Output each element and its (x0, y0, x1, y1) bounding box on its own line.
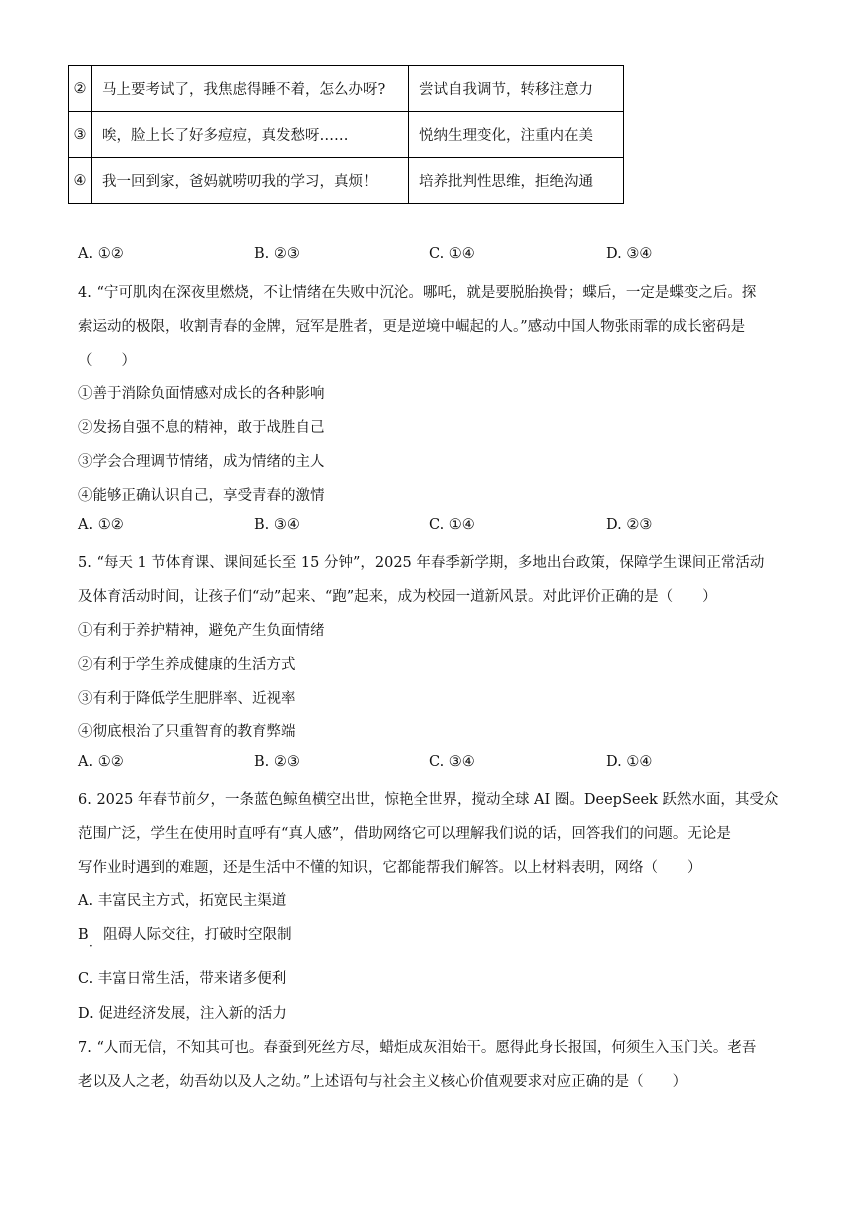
situation-cell: 我一回到家，爸妈就唠叨我的学习，真烦！ (92, 158, 409, 204)
question-6-option-c: C. 丰富日常生活，带来诸多便利 (78, 971, 287, 987)
option-b-dot-mark: · (89, 939, 93, 953)
row-number: ③ (69, 112, 92, 158)
question-6-option-b: B 阻碍人际交往，打破时空限制 (78, 927, 292, 943)
table-row (69, 66, 624, 112)
question-5-stem-line: 5. “每天 1 节体育课、课间延长至 15 分钟”，2025 年春季新学期，多地出台政策，保障学生课间正常活动 (78, 555, 765, 571)
question-4-options (78, 517, 778, 537)
option-b: B. ②③ (254, 246, 300, 262)
question-3-table (68, 65, 624, 204)
question-4-item: ④能够正确认识自己，享受青春的激情 (78, 488, 325, 504)
question-4-item: ②发扬自强不息的精神，敢于战胜自己 (78, 420, 325, 436)
question-3-options (78, 246, 778, 266)
option-d: D. ②③ (606, 517, 653, 533)
option-c: C. ①④ (429, 517, 475, 533)
situation-cell: 马上要考试了，我焦虑得睡不着，怎么办呀? (92, 66, 409, 112)
question-5-item: ④彻底根治了只重智育的教育弊端 (78, 724, 296, 740)
option-b: B. ③④ (254, 517, 300, 533)
situation-cell: 唉，脸上长了好多痘痘，真发愁呀…… (92, 112, 409, 158)
advice-cell: 尝试自我调节，转移注意力 (409, 66, 624, 112)
option-c: C. ③④ (429, 754, 475, 770)
question-5-options (78, 754, 778, 774)
option-a: A. ①② (78, 754, 124, 770)
question-5-stem-line: 及体育活动时间，让孩子们“动”起来、“跑”起来，成为校园一道新风景。对此评价正确的是（ ） (78, 589, 717, 605)
row-number: ④ (69, 158, 92, 204)
question-6-option-a: A. 丰富民主方式，拓宽民主渠道 (78, 893, 287, 909)
question-6-stem-line: 写作业时遇到的难题，还是生活中不懂的知识，它都能帮我们解答。以上材料表明，网络（ ） (78, 860, 702, 876)
row-number: ② (69, 66, 92, 112)
question-6-stem-line: 6. 2025 年春节前夕，一条蓝色鲸鱼横空出世，惊艳全世界，搅动全球 AI 圈。DeepSeek 跃然水面，其受众 (78, 792, 779, 808)
question-5-item: ①有利于养护精神，避免产生负面情绪 (78, 623, 325, 639)
question-5-item: ②有利于学生养成健康的生活方式 (78, 657, 296, 673)
question-7-stem-line: 7. “人而无信，不知其可也。春蚕到死丝方尽，蜡炬成灰泪始干。愿得此身长报国，何须生入玉门关。老吾 (78, 1040, 757, 1056)
question-6-stem-line: 范围广泛，学生在使用时直呼有“真人感”，借助网络它可以理解我们说的话，回答我们的问题。无论是 (78, 826, 731, 842)
question-6-option-d: D. 促进经济发展，注入新的活力 (78, 1006, 287, 1022)
option-d: D. ①④ (606, 754, 653, 770)
option-a: A. ①② (78, 517, 124, 533)
question-4-stem-line: 索运动的极限，收割青春的金牌，冠军是胜者，更是逆境中崛起的人。”感动中国人物张雨霏的成长密码是 (78, 319, 746, 335)
table-row (69, 112, 624, 158)
question-5-item: ③有利于降低学生肥胖率、近视率 (78, 691, 296, 707)
option-c: C. ①④ (429, 246, 475, 262)
question-4-item: ③学会合理调节情绪，成为情绪的主人 (78, 454, 325, 470)
advice-cell: 培养批判性思维，拒绝沟通 (409, 158, 624, 204)
option-b: B. ②③ (254, 754, 300, 770)
option-a: A. ①② (78, 246, 124, 262)
advice-cell: 悦纳生理变化，注重内在美 (409, 112, 624, 158)
question-7-stem-line: 老以及人之老，幼吾幼以及人之幼。”上述语句与社会主义核心价值观要求对应正确的是（ ） (78, 1074, 688, 1090)
option-d: D. ③④ (606, 246, 653, 262)
question-4-answer-blank: （ ） (78, 353, 136, 369)
question-4-stem-line: 4. “宁可肌肉在深夜里燃烧，不让情绪在失败中沉沦。哪吒，就是要脱胎换骨；蝶后，一定是蝶变之后。探 (78, 285, 757, 301)
table-row (69, 158, 624, 204)
question-4-item: ①善于消除负面情感对成长的各种影响 (78, 386, 325, 402)
